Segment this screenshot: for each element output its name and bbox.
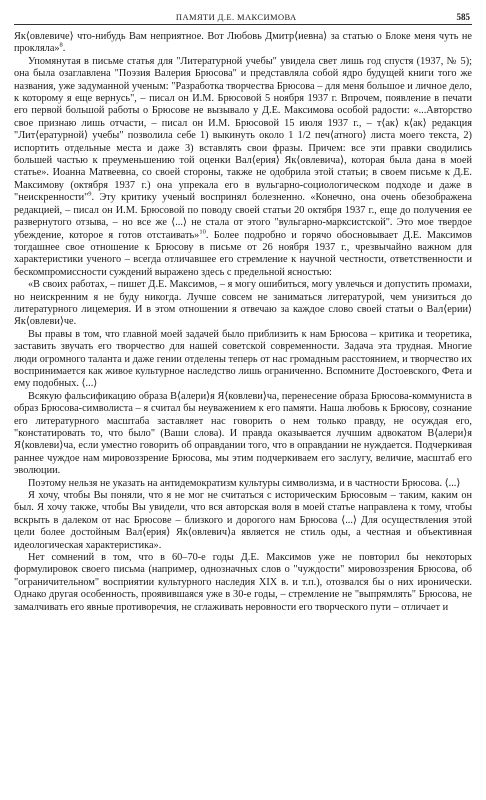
paragraph-text: Упомянутая в письме статья для "Литературной учебы" увидела свет лишь год спустя (1937, № 5); она была озаглавлена "Поэзия Валерия Брюсова" и представляла собой ядро будущей книги того же названия, уже задуманной ученым: "Разработка творчества Брюсова – для меня большое и личное дело, к которому я еще вернусь", – писал он И.М. Брюсовой 5 ноября 1937 г. Впрочем, появление в печати его первой большой работы о Брюсове не вызывало у Д.Е. Максимова особой радости: «...Авторство свое признаю лишь отчасти, – писал он И.М. Брюсовой 15 июля 1937 г., – т⟨ак⟩ к⟨ак⟩ редакция "Лит⟨ературной⟩ учебы" позволила себе 1) выкинуть около 1 1/2 печ⟨атного⟩ листа моего текста, 2) испортить отдельные места и даже 3) вставлять свои фразы. Причем: все эти правки сводились большей частью к преуменьшению той оценки Вал⟨ерия⟩ Як⟨овлевича⟩, которая была дана в моей статье». Иоанна Матвеевна, со своей стороны, также не одобрила этой статьи; в своем письме к Д.Е. Максимову (октября 1937 г.) она упрекала его в вульгарно-социологическом подходе и даже в "неискренности"	[14, 55, 472, 204]
footnote-marker: 10	[199, 228, 206, 236]
quote-paragraph: Вы правы в том, что главной моей задачей было приблизить к нам Брюсова – критика и теоретика, заставить звучать его творчество для нашей советской современности. Задача эта трудная. Многие люди огромного таланта и даже гении отделены теперь от нас громадным расстоянием, и творчество их воспринимается как живое культурное наследство лишь ограниченно. Вспомните Достоевского, Фета и ему подобных. ⟨...⟩	[14, 328, 472, 390]
quote-paragraph: «В своих работах, – пишет Д.Е. Максимов, – я могу ошибиться, могу увлечься и допустить промахи, но неискренним я не буду никогда. Лучше совсем не заниматься литературой, чем унизиться до литературного лицемерия. И в этом отношении я отвечаю за каждое слово своей статьи о Вал⟨ерии⟩ Як⟨овлеви⟩че.	[14, 279, 472, 328]
paragraph: Нет сомнений в том, что в 60–70-е годы Д.Е. Максимов уже не повторил бы некоторых формулировок своего письма (например, однозначных слов о "чуждости" мировоззрения Брюсова, об "ограничительном" восприятии культурного наследия XIX в. и т.п.), отозвался бы о них иронически. Однако другая особенность, проявившаяся уже в 30-е годы, – стремление не "выпрямлять" Брюсова, не замалчивать его явные противоречия, не сглаживать неровности его творческого пути – отличает и	[14, 552, 472, 613]
quote-paragraph: Поэтому нельзя не указать на антидемократизм культуры символизма, и в частности Брюсова. ⟨...⟩	[28, 477, 461, 489]
paragraph-text: Як⟨овлевиче⟩ что-нибудь Вам неприятное. Вот Любовь Дмитр⟨иевна⟩ за статью о Блоке меня чуть не прокляла»	[14, 31, 472, 55]
quote-paragraph: Я хочу, чтобы Вы поняли, что я не мог не считаться с историческим Брюсовым – таким, каким он был. Я хочу также, чтобы Вы увидели, что вся авторская воля в моей статье направлена к тому, чтобы вскрыть в далеком от нас Брюсове – близкого и дорогого нам Брюсова ⟨...⟩ Для осуществления этой цели более достойным Вал⟨ерия⟩ Як⟨овлевич⟩а является не стиль оды, а честная и объективная идеологическая характеристика».	[14, 490, 472, 551]
quote-paragraph: Всякую фальсификацию образа В⟨алери⟩я Я⟨ковлеви⟩ча, перенесение образа Брюсова-коммуниста в образ Брюсова-символиста – я считал бы неуважением к его памяти. Наша любовь к Брюсову, сознание его литературного масштаба заставляет нас говорить о нем только правду, не осуждая его, "констатировать то, что было" (Ваши слова). И правда оказывается лучшим адвокатом В⟨алери⟩я Я⟨ковлеви⟩ча, если уместно говорить об оправдании того, что в оправдании не нуждается. Подчеркивая раннее чуждое нам мировоззрение Брюсова, мы этим подчеркиваем его заслугу, величие, масштаб его эволюции.	[14, 390, 472, 477]
running-head-title: ПАМЯТИ Д.Е. МАКСИМОВА	[175, 12, 297, 22]
article-body	[14, 31, 472, 614]
running-head	[14, 12, 472, 25]
footnote-marker: 9	[88, 190, 92, 198]
footnote-marker: 8	[59, 41, 63, 49]
paragraph: Упомянутая в письме статья для "Литературной учебы" увидела свет лишь год спустя (1937, № 5); она была озаглавлена "Поэзия Валерия Брюсова" и представляла собой ядро будущей книги того же названия, уже задуманной ученым: "Разработка творчества Брюсова – для меня большое и личное дело, к которому я еще вернусь", – писал он И.М. Брюсовой 5 ноября 1937 г. Впрочем, появление в печати его первой большой работы о Брюсове не вызывало у Д.Е. Максимова особой радости: «...Авторство свое признаю лишь отчасти, – писал он И.М. Брюсовой 15 июля 1937 г., – т⟨ак⟩ к⟨ак⟩ редакция "Лит⟨ературной⟩ учебы" позволила себе 1) выкинуть около 1 1/2 печ⟨атного⟩ листа моего текста, 2) испортить отдельные места и даже 3) вставлять свои фразы. Причем: все эти правки сводились большей частью к преуменьшению той оценки Вал⟨ерия⟩ Як⟨овлевича⟩, которая была дана в моей статье». Иоанна Матвеевна, со своей стороны, также не одобрила этой статьи; в своем письме к Д.Е. Максимову (октября 1937 г.) она упрекала его в вульгарно-социологическом подходе и даже в "неискренности"$^9$. Эту критику ученый воспринял болезненно. «Конечно, она очень обезображена редакцией, – писал он И.М. Брюсовой по поводу своей статьи 20 октября 1937 г., еще до получения ее развернутого отзыва, – но все же ⟨...⟩ не стала от этого "вульгарно-марксистской". Это мое твердое убеждение, которое я готов отстаивать»$^{10}$. Более подробно и горячо обосновывает Д.Е. Максимов тогдашнее свое отношение к Брюсову в письме от 26 ноября 1937 г., чрезвычайно важном для характеристики ученого – всегда отличавшее его стремление к научной честности, ответственности и бескомпромиссности суждений выражено здесь с предельной ясностью:	[14, 55, 472, 278]
page-number: 585	[456, 12, 470, 22]
paragraph: Як⟨овлевиче⟩ что-нибудь Вам неприятное. Вот Любовь Дмитр⟨иевна⟩ за статью о Блоке меня чуть не прокляла»$^8$.	[14, 31, 472, 55]
